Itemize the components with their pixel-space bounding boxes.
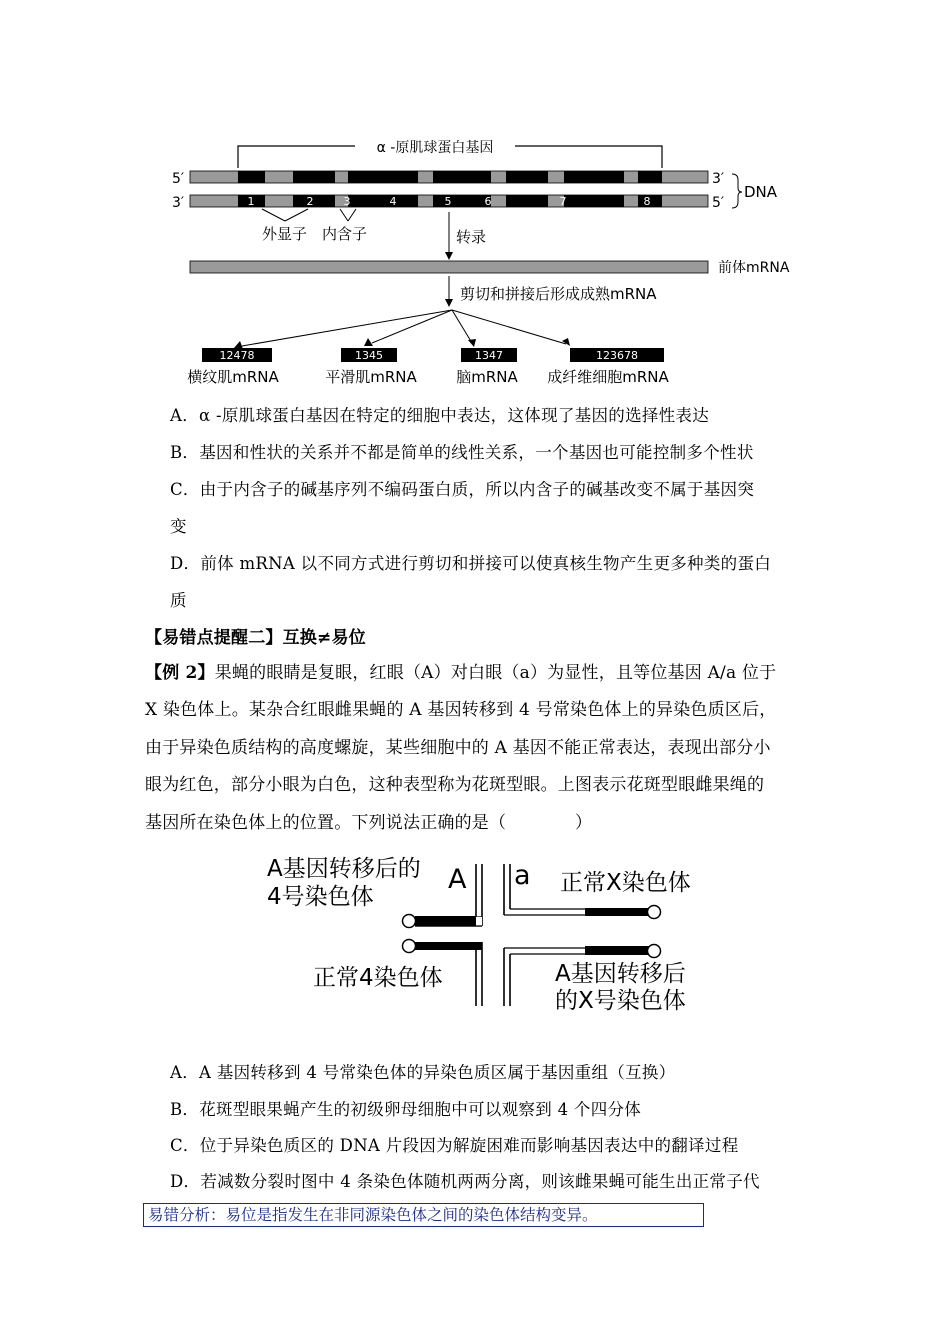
gene-label: α -原肌球蛋白基因 [376,140,494,156]
exon-number: 4 [389,195,397,208]
product-name: 成纤维细胞mRNA [547,368,669,386]
bl-label: 正常4染色体 [313,965,443,991]
transcription-label: 转录 [456,228,487,246]
strand-bottom-right-label: 5′ [712,195,725,211]
exon-number: 2 [306,195,314,208]
exon-number: 1 [247,195,255,208]
tl-label-line1: A基因转移后的 [267,856,421,882]
q1-option-c: C．由于内含子的碱基序列不编码蛋白质，所以内含子的碱基改变不属于基因突 [170,480,755,499]
section-heading: 【易错点提醒二】互换≠易位 [145,628,366,648]
product-name: 横纹肌mRNA [187,368,279,386]
strand-top-right-label: 3′ [712,171,725,187]
example2-text: 果蝇的眼睛是复眼，红眼（A）对白眼（a）为显性，且等位基因 A/a 位于 [214,663,777,683]
tl-label-line2: 4号染色体 [267,884,374,910]
example2-line3: 由于异染色质结构的高度螺旋，某些细胞中的 A 基因不能正常表达，表现出部分小 [145,738,771,758]
exon-number: 7 [559,195,567,208]
q2-option-d: D．若减数分裂时图中 4 条染色体随机两两分离，则该雌果蝇可能生出正常子代 [170,1172,760,1191]
example2-line5: 基因所在染色体上的位置。下列说法正确的是（ ） [145,813,593,833]
exon-number: 3 [343,195,351,208]
dna-brace [732,174,742,208]
product-arrows [242,310,566,346]
br-label-line2: 的X号染色体 [555,988,686,1014]
product-code: 12478 [219,349,255,362]
chromosome-diagram [255,848,725,1020]
product-code: 1345 [355,349,383,362]
q1-option-a: A．α -原肌球蛋白基因在特定的细胞中表达，这体现了基因的选择性表达 [170,406,710,425]
q2-option-c: C．位于异染色质区的 DNA 片段因为解旋困难而影响基因表达中的翻译过程 [170,1136,739,1155]
example2-line4: 眼为红色，部分小眼为白色，这种表型称为花斑型眼。上图表示花斑型眼雌果绳的 [145,775,765,795]
example2-label: 【例 2】 [145,663,215,683]
example2-line1 [145,658,776,683]
product-arrowheads [234,338,570,349]
strand-top-left-label: 5′ [172,171,185,187]
strand-bottom-left-label: 3′ [172,195,185,211]
q1-option-b: B．基因和性状的关系并不都是简单的线性关系，一个基因也可能控制多个性状 [170,443,754,462]
q1-option-c-cont: 变 [170,517,187,536]
br-label-line1: A基因转移后 [555,961,686,987]
exon-label: 外显子 [262,225,308,243]
q2-option-b: B．花斑型眼果蝇产生的初级卵母细胞中可以观察到 4 个四分体 [170,1100,642,1119]
product-name: 脑mRNA [456,368,518,386]
pre-mrna-bar [190,261,708,273]
exon-pointer [262,209,308,221]
splicing-arrowhead [445,299,453,307]
tr-label: 正常X染色体 [560,870,691,896]
product-code: 123678 [596,349,638,362]
pre-mrna-label: 前体mRNA [718,260,790,276]
q2-option-a: A．A 基因转移到 4 号常染色体的异染色质区属于基因重组（互换） [170,1063,676,1082]
transcription-arrowhead [445,252,453,260]
analysis-note: 易错分析：易位是指发生在非同源染色体之间的染色体结构变异。 [143,1203,704,1227]
allele-A-label: A [448,864,467,895]
q1-option-d-cont: 质 [170,591,187,610]
product-code: 1347 [475,349,503,362]
gene-splicing-diagram [150,130,830,392]
example2-line2: X 染色体上。某杂合红眼雌果蝇的 A 基因转移到 4 号常染色体上的异染色质区后， [145,700,777,720]
dna-label: DNA [744,183,778,201]
product-name: 平滑肌mRNA [325,368,417,386]
q1-option-d: D．前体 mRNA 以不同方式进行剪切和拼接可以使真核生物产生更多种类的蛋白 [170,554,772,573]
exon-number: 8 [643,195,651,208]
exon-number: 5 [444,195,452,208]
intron-label: 内含子 [322,225,368,243]
exon-number: 6 [484,195,492,208]
intron-pointer [340,209,356,221]
dna-top-strand [190,171,708,183]
allele-a-label: a [514,860,531,891]
splicing-label: 剪切和拼接后形成成熟mRNA [460,285,657,303]
